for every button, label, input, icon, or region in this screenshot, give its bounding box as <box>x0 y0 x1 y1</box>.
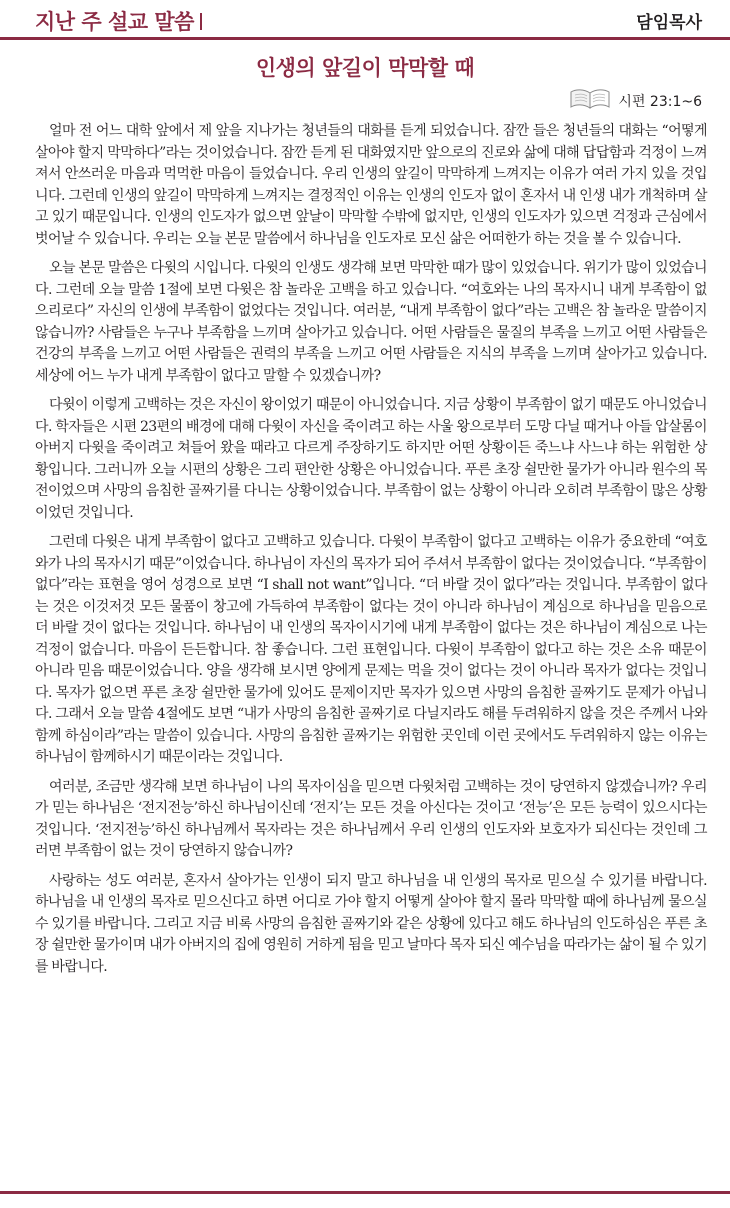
paragraph-2: 오늘 본문 말씀은 다윗의 시입니다. 다윗의 인생도 생각해 보면 막막한 때가 많이 있었습니다. 위기가 많이 있었습니다. 그런데 오늘 말씀 1절에 보면 다윗은 참 놀라운 고백을 하고 있습니다. “여호와는 나의 목자시니 내게 부족함이 없으리로다” 자신의 인생에 부족함이 없었다는 것입니다. 여러분, “내게 부족함이 없다”라는 고백은 참 놀라운 말씀이지 않습니까? 사람들은 누구나 부족함을 느끼며 살아가고 있습니다. 어떤 사람들은 물질의 부족을 느끼고 어떤 사람들은 건강의 부족을 느끼고 어떤 사람들은 권력의 부족을 느끼고 어떤 사람들은 지식의 부족을 느끼며 살아가고 있습니다. 세상에 어느 누가 내게 부족함이 없다고 말할 수 있겠습니까? <box>35 260 707 384</box>
paragraph-6: 사랑하는 성도 여러분, 혼자서 살아가는 인생이 되지 말고 하나님을 내 인생의 목자로 믿으실 수 있기를 바랍니다. 하나님을 내 인생의 목자로 믿으신다고 하면 어디로 가야 할지 어떻게 살아야 할지 몰라 막막할 때에 하나님께 물으실 수 있기를 바랍니다. 그리고 지금 비록 사망의 음침한 골짜기와 같은 상황에 있다고 해도 하나님의 인도하심은 푸른 초장 쉴만한 물가이며 내가 아버지의 집에 영원히 거하게 됨을 믿고 날마다 목자 되신 예수님을 따라가는 삶이 될 수 있기를 바랍니다. <box>35 872 707 975</box>
sermon-body <box>35 121 707 986</box>
author-label: 담임목사 <box>636 13 702 33</box>
paragraph-3: 다윗이 이렇게 고백하는 것은 자신이 왕이었기 때문이 아니었습니다. 지금 상황이 부족함이 없기 때문도 아니었습니다. 학자들은 시편 23편의 배경에 대해 다윗이 자신을 죽이려고 하는 사울 왕으로부터 도망 다닐 때거나 아들 압살롬이 아버지 다윗을 죽이려고 쳐들어 왔을 때라고 다르게 주장하기도 하지만 어떤 상황이든 죽느냐 사느냐 하는 위험한 상황입니다. 그러니까 오늘 시편의 상황은 그리 편안한 상황은 아니었습니다. 푸른 초장 쉴만한 물가가 아니라 원수의 목전이었으며 사망의 음침한 골짜기를 다니는 상황이었습니다. 부족함이 없는 상황이 아니라 오히려 부족함이 많은 상황이었던 것입니다. <box>35 397 707 521</box>
paragraph-4: 그런데 다윗은 내게 부족함이 없다고 고백하고 있습니다. 다윗이 부족함이 없다고 고백하는 이유가 중요한데 “여호와가 나의 목자시기 때문”이었습니다. 하나님이 자신의 목자가 되어 주셔서 부족함이 없다는 것이었습니다. “부족함이 없다”라는 표현을 영어 성경으로 보면 “I shall not want”입니다. “더 바랄 것이 없다”라는 것입니다. 부족함이 없다는 것은 이것저것 모든 물품이 창고에 가득하여 부족함이 없다는 것이 아니라 하나님이 계심으로 하나님을 믿음으로 더 바랄 것이 없다는 것입니다. 하나님이 내 인생의 목자이시기에 내게 부족함이 없다는 것은 하나님이 계심으로 나는 걱정이 없습니다. 마음이 든든합니다. 참 좋습니다. 그런 표현입니다. 다윗이 부족함이 없다고 하는 것은 소유 때문이 아니라 믿음 때문이었습니다. 양을 생각해 보시면 양에게 문제는 먹을 것이 없다는 것이 아니라 목자가 없다는 것입니다. 목자가 없으면 푸른 초장 쉴만한 물가에 있어도 문제이지만 목자가 있으면 사망의 음침한 골짜기도 문제가 아닙니다. 그래서 오늘 말씀 4절에도 보면 “내가 사망의 음침한 골짜기로 다닐지라도 해를 두려워하지 않을 것은 주께서 나와 함께 하심이라”라는 말씀이 있습니다. 사망의 음침한 골짜기는 위험한 곳인데 이런 곳에서도 두려워하지 않는 이유는 하나님이 함께하시기 때문이라는 것입니다. <box>35 534 707 765</box>
header-divider <box>0 37 730 40</box>
paragraph-5: 여러분, 조금만 생각해 보면 하나님이 나의 목자이심을 믿으면 다윗처럼 고백하는 것이 당연하지 않겠습니까? 우리가 믿는 하나님은 ‘전지전능’하신 하나님이신데 ‘전지’는 모든 것을 아신다는 것이고 ‘전능’은 모든 능력이 있으시다는 것입니다. ‘전지전능’하신 하나님께서 목자라는 것은 하나님께서 우리 인생의 인도자와 보호자가 되신다는 것인데 그러면 부족함이 없는 것이 당연하지 않습니까? <box>35 778 707 859</box>
sermon-title: 인생의 앞길이 막막할 때 <box>255 56 475 80</box>
footer-divider <box>0 1191 730 1194</box>
section-title <box>35 6 202 36</box>
scripture-reference <box>570 88 702 114</box>
section-title-text: 지난 주 설교 말씀 <box>35 10 194 34</box>
scripture-text: 시편 23:1~6 <box>618 94 702 110</box>
paragraph-1: 얼마 전 어느 대학 앞에서 제 앞을 지나가는 청년들의 대화를 듣게 되었습니다. 잠깐 들은 청년들의 대화는 “어떻게 살아야 할지 막막하다”라는 것이었습니다. 잠깐 듣게 된 대화였지만 앞으로의 진로와 삶에 대해 답답함과 걱정이 느껴져서 안쓰러운 마음과 먹먹한 마음이 들었습니다. 우리 인생의 앞길이 막막하게 느껴지는 이유가 여러 가지 있을 것입니다. 그런데 인생의 앞길이 막막하게 느껴지는 결정적인 이유는 인생의 인도자 없이 혼자서 내 인생 내가 개척하며 살고 있기 때문입니다. 인생의 인도자가 없으면 앞날이 막막할 수밖에 없지만, 인생의 인도자가 있으면 걱정과 근심에서 벗어날 수 있습니다. 우리는 오늘 본문 말씀에서 하나님을 인도자로 모신 삶은 어떠한가 하는 것을 볼 수 있습니다. <box>35 123 707 247</box>
open-book-icon <box>570 87 610 115</box>
title-separator <box>200 13 202 30</box>
page-header <box>0 0 730 42</box>
